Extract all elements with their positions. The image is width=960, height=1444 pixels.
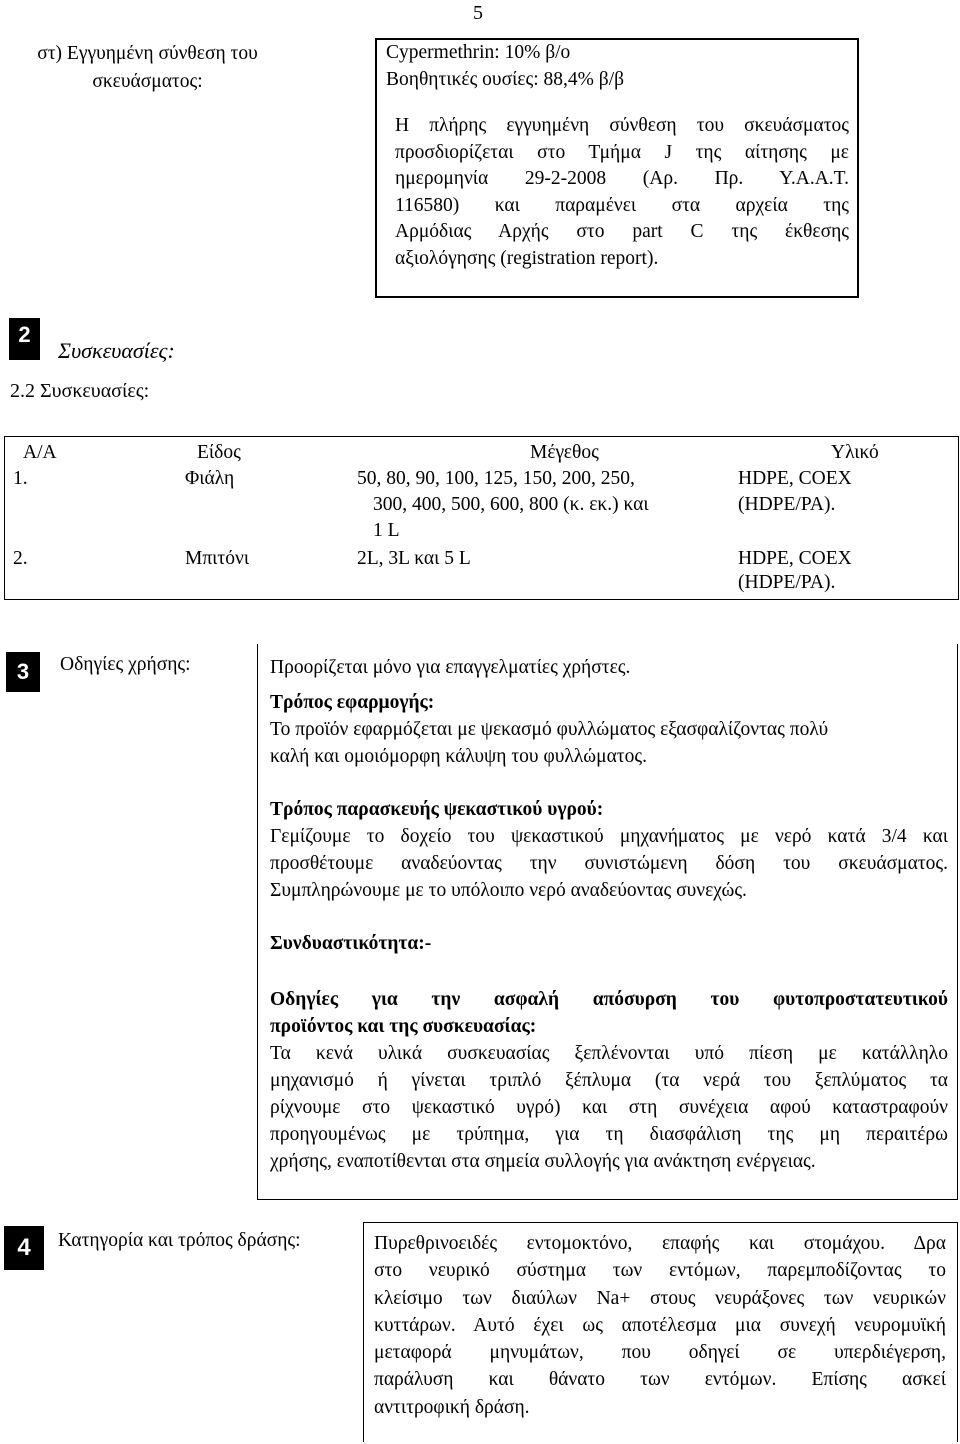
text-line: Πυρεθρινοειδές εντομοκτόνο, επαφής και στομάχου. Δρα <box>374 1233 946 1254</box>
section-number-badge: 2 <box>9 318 40 360</box>
row-type: Μπιτόνι <box>185 548 250 569</box>
row-size: 1 L <box>373 520 400 541</box>
section-label: Οδηγίες χρήσης: <box>60 654 191 675</box>
section-number-badge: 3 <box>6 652 40 692</box>
column-header-size: Μέγεθος <box>530 442 599 463</box>
composition-note <box>395 113 849 272</box>
row-size: 50, 80, 90, 100, 125, 150, 200, 250, <box>357 468 635 489</box>
text-line: κλείσιμο των διαύλων Na+ στους νευράξονες των νευρικών <box>374 1287 946 1309</box>
heading-line: Οδηγίες για την ασφαλή απόσυρση του φυτοπροστατευτικού <box>270 989 948 1010</box>
mode-of-action-text <box>374 1230 946 1421</box>
note-line: προσδιορίζεται στο Τμήμα J της αίτησης με <box>395 141 849 163</box>
application-heading: Τρόπος εφαρμογής: <box>270 692 435 713</box>
text-line: προηγουμένως με τρύπημα, για τη διασφάλιση της μη περαιτέρω <box>270 1124 948 1145</box>
column-header-type: Είδος <box>197 442 241 463</box>
text-line: καλή και ομοιόμορφη κάλυψη του φυλλώματος. <box>270 746 647 767</box>
text-line: χρήσης, εναποτίθενται στα σημεία συλλογής για ανάκτηση ενέργειας. <box>270 1151 816 1172</box>
text-line: μηχανισμό ή γίνεται τριπλό ξέπλυμα (τα νερά του ξεπλύματος τα <box>270 1070 948 1091</box>
active-substance: Cypermethrin: 10% β/ο <box>386 42 571 63</box>
text-line: προσθέτουμε αναδεύοντας την συνιστώμενη δόση του σκευάσματος. <box>270 853 948 874</box>
row-material: (HDPE/PA). <box>738 494 836 515</box>
row-size: 2L, 3L και 5 L <box>357 548 471 569</box>
preparation-text <box>270 823 948 904</box>
row-material: HDPE, COEX <box>738 468 852 489</box>
text-line: κυττάρων. Αυτό έχει ως αποτέλεσμα μια συνεχή νευρομυϊκή <box>374 1314 946 1336</box>
note-line: Αρμόδιας Αρχής στο part C της έκθεσης <box>395 221 849 242</box>
note-line: αξιολόγησης (registration report). <box>395 247 659 269</box>
note-line: Η πλήρης εγγυημένη σύνθεση του σκευάσματος <box>395 115 849 136</box>
composition-label-line: σκευάσματος: <box>92 71 203 92</box>
note-line: ημερομηνία 29-2-2008 (Αρ. Πρ. Υ.Α.Α.Τ. <box>395 168 849 189</box>
page-number: 5 <box>473 2 483 24</box>
auxiliary-substances: Βοηθητικές ουσίες: 88,4% β/β <box>386 69 625 90</box>
text-line: Το προϊόν εφαρμόζεται με ψεκασμό φυλλώματος εξασφαλίζοντας πολύ <box>270 719 829 740</box>
section-subtitle: 2.2 Συσκευασίες: <box>10 380 150 402</box>
text-line: Συμπληρώνουμε με το υπόλοιπο νερό αναδεύοντας συνεχώς. <box>270 880 747 901</box>
preparation-heading: Τρόπος παρασκευής ψεκαστικού υγρού: <box>270 799 604 820</box>
text-line: Τα κενά υλικά συσκευασίας ξεπλένονται υπό πίεση με κατάλληλο <box>270 1043 948 1064</box>
section-title: Συσκευασίες: <box>58 338 175 363</box>
disposal-text <box>270 1040 948 1175</box>
row-type: Φιάλη <box>185 468 235 489</box>
text-line: Γεμίζουμε το δοχείο του ψεκαστικού μηχανήματος με νερό κατά 3/4 και <box>270 826 948 847</box>
heading-line: προϊόντος και της συσκευασίας: <box>270 1016 537 1037</box>
composition-label <box>10 40 285 96</box>
section-number-badge: 4 <box>4 1226 44 1270</box>
row-material: (HDPE/PA). <box>738 572 836 593</box>
column-header-no: Α/Α <box>23 442 57 463</box>
text-line: παράλυση και θάνατο των εντόμων. Επίσης ασκεί <box>374 1369 946 1391</box>
note-line: 116580) και παραμένει στα αρχεία της <box>395 194 849 216</box>
row-number: 1. <box>13 468 28 489</box>
compatibility-heading: Συνδυαστικότητα:- <box>270 933 432 954</box>
text-line: αντιτροφική δράση. <box>374 1396 530 1418</box>
composition-box <box>375 38 859 298</box>
composition-label-line: στ) Εγγυημένη σύνθεση του <box>37 43 258 64</box>
section-label: Κατηγορία και τρόπος δράσης: <box>58 1230 301 1251</box>
text-line: μεταφορά μηνυμάτων, που οδηγεί σε υπερδιέγερση, <box>374 1342 946 1364</box>
text-line: στο νευρικό σύστημα των εντόμων, παρεμποδίζοντας το <box>374 1260 946 1282</box>
disposal-heading <box>270 986 948 1040</box>
instructions-intro: Προορίζεται μόνο για επαγγελματίες χρήστες. <box>270 657 631 678</box>
application-text <box>270 716 948 770</box>
row-number: 2. <box>13 548 28 569</box>
column-header-material: Υλικό <box>831 442 879 463</box>
text-line: ρίχνουμε στο ψεκαστικό υγρό) και στη συνέχεια αφού καταστραφούν <box>270 1097 948 1118</box>
row-size: 300, 400, 500, 600, 800 (κ. εκ.) και <box>373 494 649 515</box>
row-material: HDPE, COEX <box>738 548 852 569</box>
packaging-table <box>4 436 959 600</box>
